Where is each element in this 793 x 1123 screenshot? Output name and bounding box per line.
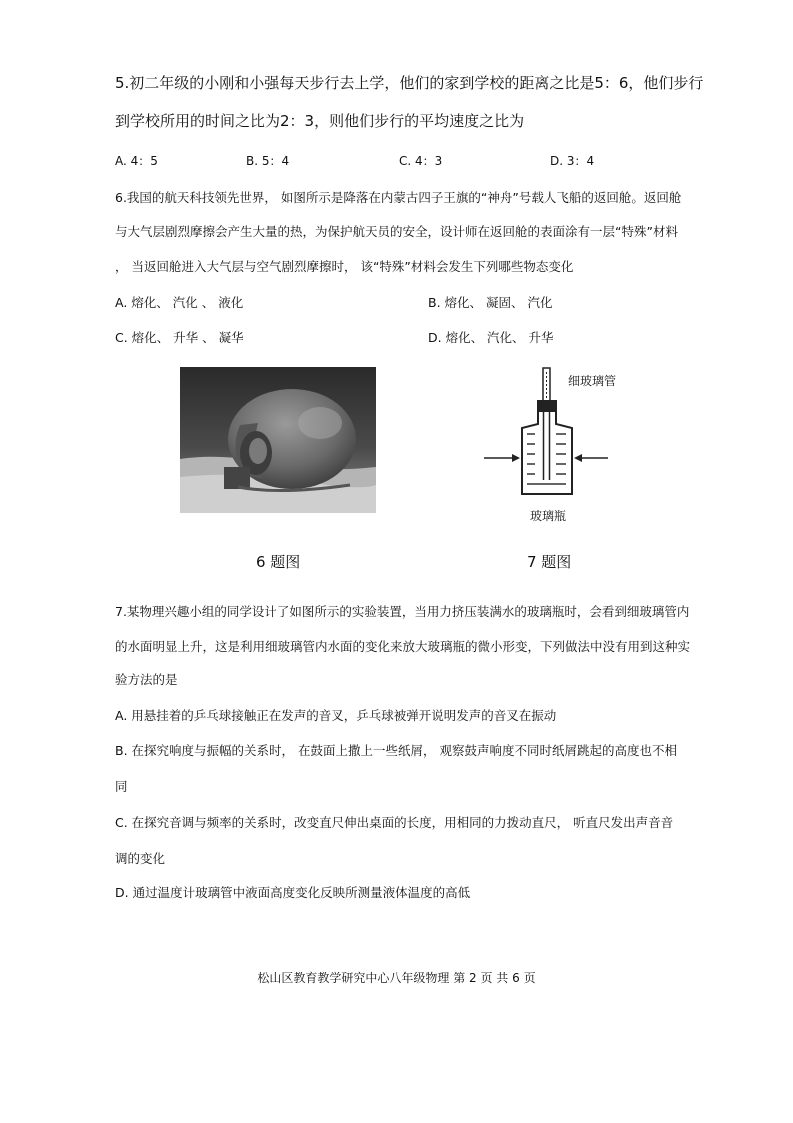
q5-stem-line-2: 到学校所用的时间之比为2：3，则他们步行的平均速度之比为 bbox=[115, 112, 525, 130]
q7-option-c-line-2: 调的变化 bbox=[115, 851, 166, 866]
q7-stem-line-2: 的水面明显上升，这是利用细玻璃管内水面的变化来放大玻璃瓶的微小形变，下列做法中没有用到这种实 bbox=[115, 639, 691, 654]
thin-glass-tube-label: 细玻璃管 bbox=[568, 374, 617, 388]
q6-option-d: D. 熔化、 汽化、 升华 bbox=[428, 330, 554, 345]
q5-option-c: C. 4：3 bbox=[399, 154, 443, 168]
glass-bottle-diagram bbox=[480, 362, 650, 527]
q5-option-d: D. 3：4 bbox=[550, 154, 595, 168]
q7-option-d: D. 通过温度计玻璃管中液面高度变化反映所测量液体温度的高低 bbox=[115, 885, 471, 900]
q7-option-b-line-2: 同 bbox=[115, 779, 128, 794]
q7-option-c-line-1: C. 在探究音调与频率的关系时，改变直尺伸出桌面的长度，用相同的力拨动直尺， 听直尺发出声音音 bbox=[115, 815, 674, 830]
figure-6-caption: 6 题图 bbox=[256, 553, 301, 571]
q7-option-b-line-1: B. 在探究响度与振幅的关系时， 在鼓面上撒上一些纸屑， 观察鼓声响度不同时纸屑跳起的高度也不相 bbox=[115, 743, 677, 758]
figure-7-caption: 7 题图 bbox=[527, 553, 572, 571]
return-capsule-photo bbox=[180, 367, 376, 513]
page-footer: 松山区教育教学研究中心八年级物理 第 2 页 共 6 页 bbox=[257, 971, 536, 985]
q6-option-b: B. 熔化、 凝固、 汽化 bbox=[428, 295, 553, 310]
q6-option-a: A. 熔化、 汽化 、 液化 bbox=[115, 295, 244, 310]
q5-option-a: A. 4：5 bbox=[115, 154, 158, 168]
q6-stem-line-2: 与大气层剧烈摩擦会产生大量的热，为保护航天员的安全，设计师在返回舱的表面涂有一层“特殊”材料 bbox=[115, 224, 678, 239]
q5-options bbox=[115, 152, 594, 169]
q6-stem-line-3: ， 当返回舱进入大气层与空气剧烈摩擦时， 该“特殊”材料会发生下列哪些物态变化 bbox=[115, 259, 574, 274]
q6-stem-line-1: 6.我国的航天科技领先世界， 如图所示是降落在内蒙古四子王旗的“神舟”号载人飞船的返回舱。返回舱 bbox=[115, 190, 682, 205]
q6-option-c: C. 熔化、 升华 、 凝华 bbox=[115, 330, 244, 345]
q5-option-b: B. 5：4 bbox=[246, 154, 290, 168]
q5-stem-line-1: 5.初二年级的小刚和小强每天步行去上学，他们的家到学校的距离之比是5：6，他们步行 bbox=[115, 74, 704, 92]
q7-stem-line-3: 验方法的是 bbox=[115, 672, 178, 687]
glass-bottle-label: 玻璃瓶 bbox=[530, 509, 567, 523]
q7-stem-line-1: 7.某物理兴趣小组的同学设计了如图所示的实验装置，当用力挤压装满水的玻璃瓶时，会看到细玻璃管内 bbox=[115, 604, 690, 619]
q7-option-a: A. 用悬挂着的乒乓球接触正在发声的音叉，乒乓球被弹开说明发声的音叉在振动 bbox=[115, 708, 557, 723]
